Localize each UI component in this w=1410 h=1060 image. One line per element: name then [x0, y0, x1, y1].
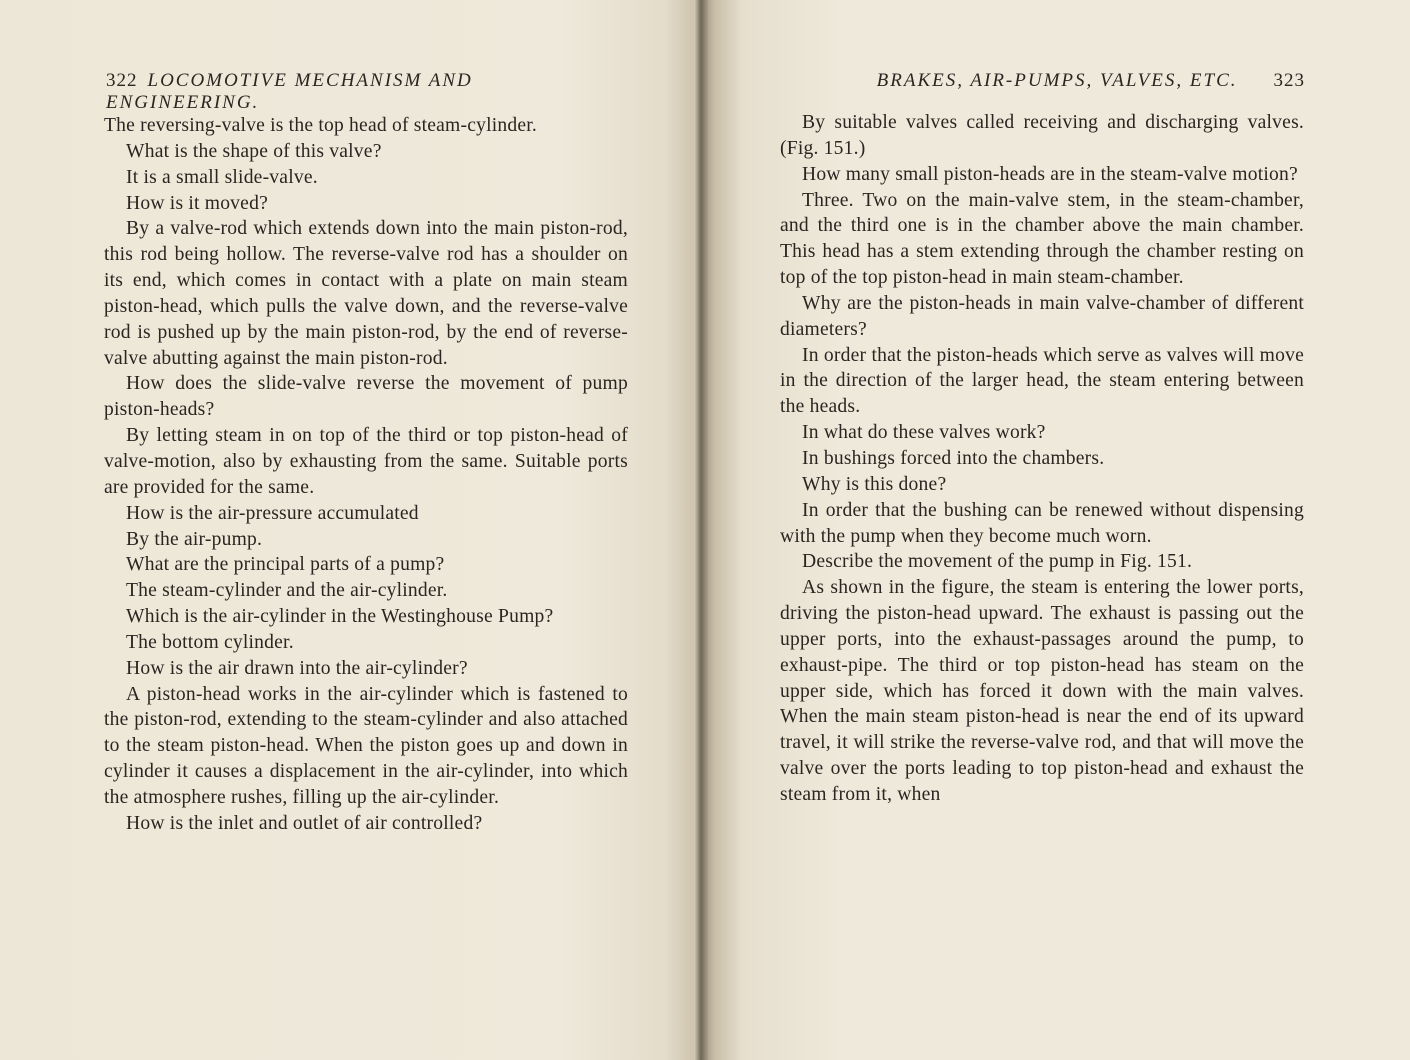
paragraph: The steam-cylinder and the air-cylinder. [126, 580, 448, 602]
paragraph: The reversing-valve is the top head of steam-cylinder. [104, 115, 538, 136]
paragraph: By letting steam in on top of the third or top piston-head of valve-motion, also by exhausting from the same. Suitable ports are provided for the same. [104, 425, 628, 498]
left-running-head [106, 70, 626, 114]
paragraph: How does the slide-valve reverse the movement of pump piston-heads? [104, 373, 628, 421]
paragraph: How is the air-pressure accumulated [126, 502, 419, 524]
left-body-text [104, 113, 628, 837]
paragraph: How many small piston-heads are in the steam-valve motion? [802, 163, 1298, 185]
paragraph: By a valve-rod which extends down into the main piston-rod, this rod being hollow. The reverse-valve rod has a shoulder on its end, which comes in contact with a plate on main steam piston-head, which pulls the valve down, and the reverse-valve rod is pushed up by the main piston-rod, by the end of reverse-valve abutting against the main piston-rod. [104, 218, 628, 369]
right-running-title: BRAKES, AIR-PUMPS, VALVES, ETC. [876, 70, 1238, 91]
paragraph: In bushings forced into the chambers. [802, 447, 1105, 469]
paragraph: It is a small slide-valve. [126, 166, 318, 188]
right-page-number: 323 [1273, 70, 1305, 91]
paragraph: How is it moved? [126, 192, 268, 214]
paragraph: Why are the piston-heads in main valve-chamber of different diameters? [780, 292, 1304, 340]
paragraph: How is the inlet and outlet of air controlled? [126, 812, 483, 834]
paragraph: Describe the movement of the pump in Fig. 151. [802, 551, 1193, 573]
paragraph: By the air-pump. [126, 528, 263, 550]
paragraph: Which is the air-cylinder in the Westinghouse Pump? [126, 606, 554, 628]
paragraph: What is the shape of this valve? [126, 140, 382, 162]
left-running-title: LOCOMOTIVE MECHANISM AND ENGINEERING. [106, 70, 473, 113]
right-body-text [780, 110, 1304, 808]
right-page [700, 0, 1410, 1060]
paragraph: A piston-head works in the air-cylinder which is fastened to the piston-rod, extending to the steam-cylinder and also attached to the steam piston-head. When the piston goes up and down in cylinder it causes a displacement in the air-cylinder, into which the atmosphere rushes, filling up the air-cylinder. [104, 683, 628, 808]
left-page-number: 322 [106, 70, 138, 91]
paragraph: The bottom cylinder. [126, 631, 294, 653]
paragraph: In order that the bushing can be renewed without dispensing with the pump when they become much worn. [780, 499, 1304, 547]
paragraph: Three. Two on the main-valve stem, in the steam-chamber, and the third one is in the chamber above the main chamber. This head has a stem extending through the chamber resting on top of the top piston-head in main steam-chamber. [780, 189, 1304, 289]
book-gutter [694, 0, 708, 1060]
left-page [0, 0, 700, 1060]
paragraph: Why is this done? [802, 473, 947, 495]
paragraph: By suitable valves called receiving and discharging valves. (Fig. 151.) [780, 112, 1304, 159]
paragraph: How is the air drawn into the air-cylinder? [126, 657, 468, 679]
paragraph: In order that the piston-heads which serve as valves will move in the direction of the larger head, the steam entering between the heads. [780, 344, 1304, 418]
paragraph: In what do these valves work? [802, 422, 1046, 444]
right-running-head [860, 70, 1305, 92]
paragraph: What are the principal parts of a pump? [126, 554, 445, 576]
paragraph: As shown in the figure, the steam is entering the lower ports, driving the piston-head upward. The exhaust is passing out the upper ports, into the exhaust-passages around the pump, to exhaust-pipe. The third or top piston-head has steam on the upper side, which has forced it down with the main valves. When the main steam piston-head is near the end of its upward travel, it will strike the reverse-valve rod, and that will move the valve over the ports leading to top piston-head and exhaust the steam from it, when [780, 577, 1304, 805]
